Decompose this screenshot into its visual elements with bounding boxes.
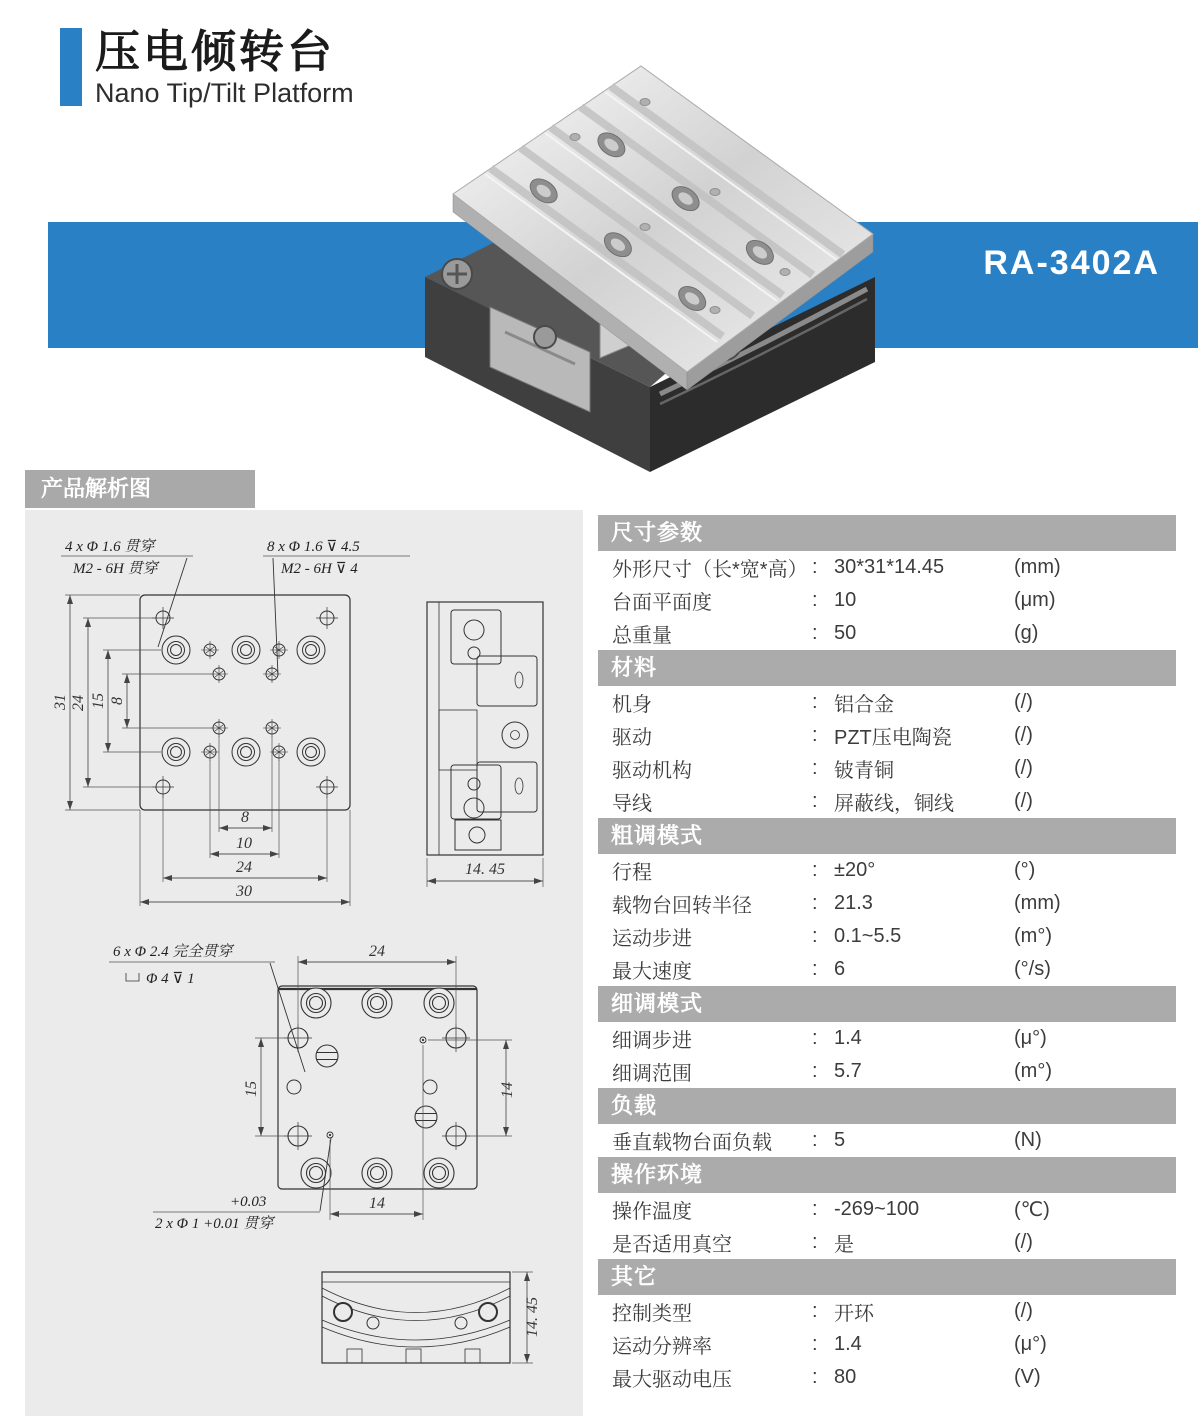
spec-unit: (/): [1014, 691, 1033, 713]
spec-value: 10: [834, 589, 857, 611]
spec-row: [598, 1193, 1176, 1226]
dim-8-bottom: 8: [241, 809, 249, 826]
spec-label: 垂直载物台面负载: [612, 1132, 772, 1154]
spec-colon: :: [812, 1366, 818, 1388]
dim-31: 31: [52, 694, 69, 710]
hole-note-top-line2: Φ 4 ⊽ 1: [146, 971, 195, 987]
hole-note-left-line1: 4 x Φ 1.6 贯穿: [65, 539, 155, 555]
spec-colon: :: [812, 1129, 818, 1151]
spec-label: 最大速度: [612, 961, 692, 983]
spec-colon: :: [812, 724, 818, 746]
spec-value: ±20°: [834, 859, 876, 881]
spec-unit: (μ°): [1014, 1027, 1047, 1049]
section-label: 产品解析图: [25, 470, 255, 508]
hole-note-left-line2: M2 - 6H 贯穿: [73, 561, 158, 577]
dim-24-left: 24: [70, 695, 87, 711]
accent-bar: [60, 28, 82, 106]
spec-colon: :: [812, 556, 818, 578]
spec-label: 台面平面度: [612, 592, 712, 614]
spec-value: 1.4: [834, 1027, 862, 1049]
spec-unit: (°/s): [1014, 958, 1051, 980]
spec-value: 21.3: [834, 892, 873, 914]
drawing-panel: [25, 510, 583, 1416]
model-number: RA-3402A: [983, 244, 1160, 282]
page-header: [60, 28, 354, 109]
spec-row: [598, 1055, 1176, 1088]
spec-row: [598, 1022, 1176, 1055]
section-header-load: 负载: [598, 1088, 1176, 1124]
section-header-dimensions: 尺寸参数: [598, 515, 1176, 551]
spec-colon: :: [812, 691, 818, 713]
spec-unit: (℃): [1014, 1199, 1050, 1221]
spec-unit: (/): [1014, 790, 1033, 812]
spec-label: 运动分辨率: [612, 1336, 712, 1358]
spec-label: 最大驱动电压: [612, 1369, 732, 1391]
spec-unit: (°): [1014, 859, 1036, 881]
spec-label: 外形尺寸（长*宽*高）: [612, 559, 808, 581]
spec-label: 驱动: [612, 727, 652, 749]
dim-side-width: 14. 45: [465, 861, 505, 878]
spec-label: 控制类型: [612, 1303, 692, 1325]
spec-colon: :: [812, 1231, 818, 1253]
spec-value: 铝合金: [834, 694, 894, 716]
spec-unit: (/): [1014, 724, 1033, 746]
spec-unit: (V): [1014, 1366, 1041, 1388]
dim-24-bottom: 24: [236, 859, 252, 876]
spec-unit: (m°): [1014, 925, 1052, 947]
spec-row: [598, 719, 1176, 752]
spec-colon: :: [812, 1198, 818, 1220]
engineering-drawings: [25, 510, 583, 1416]
spec-unit: (m°): [1014, 1060, 1052, 1082]
section-header-coarse-mode: 粗调模式: [598, 818, 1176, 854]
product-photo: [395, 42, 900, 482]
spec-value: 铍青铜: [834, 760, 894, 782]
spec-row: [598, 920, 1176, 953]
spec-colon: :: [812, 859, 818, 881]
spec-row: [598, 617, 1176, 650]
spec-colon: :: [812, 1333, 818, 1355]
dim-30-bottom: 30: [236, 883, 252, 900]
spec-row: [598, 785, 1176, 818]
spec-row: [598, 1295, 1176, 1328]
spec-value: 6: [834, 958, 846, 980]
spec-row: [598, 686, 1176, 719]
dim-14-right: 14: [499, 1082, 516, 1098]
spec-colon: :: [812, 1300, 818, 1322]
hole-note-right-line2: M2 - 6H ⊽ 4: [281, 561, 358, 577]
section-header-other: 其它: [598, 1259, 1176, 1295]
spec-colon: :: [812, 589, 818, 611]
spec-value: -269~100: [834, 1198, 920, 1220]
spec-unit: (g): [1014, 622, 1039, 644]
spec-colon: :: [812, 790, 818, 812]
dim-8-left: 8: [109, 697, 126, 705]
spec-label: 驱动机构: [612, 760, 692, 782]
spec-value: 0.1~5.5: [834, 925, 902, 947]
spec-row: [598, 752, 1176, 785]
spec-value: 屏蔽线，铜线: [834, 793, 954, 815]
top-view-drawing: [52, 538, 410, 906]
spec-unit: (N): [1014, 1129, 1042, 1151]
spec-row: [598, 854, 1176, 887]
spec-row: [598, 1124, 1176, 1157]
spec-colon: :: [812, 757, 818, 779]
page-subtitle: Nano Tip/Tilt Platform: [95, 78, 354, 109]
spec-unit: (/): [1014, 1300, 1033, 1322]
bottom-view-drawing: [109, 943, 516, 1232]
spec-unit: (mm): [1014, 892, 1061, 914]
elevation-view-drawing: [322, 1272, 541, 1363]
spec-colon: :: [812, 925, 818, 947]
section-header-environment: 操作环境: [598, 1157, 1176, 1193]
spec-label: 导线: [612, 793, 652, 815]
spec-colon: :: [812, 622, 818, 644]
spec-label: 总重量: [612, 625, 672, 647]
dim-height: 14. 45: [524, 1297, 541, 1337]
spec-value: 1.4: [834, 1333, 862, 1355]
spec-colon: :: [812, 892, 818, 914]
spec-value: 是: [834, 1234, 854, 1256]
spec-value: 5.7: [834, 1060, 862, 1082]
spec-value: 5: [834, 1129, 846, 1151]
dim-10-bottom: 10: [236, 835, 252, 852]
spec-unit: (μ°): [1014, 1333, 1047, 1355]
side-view-drawing: [427, 602, 543, 887]
spec-label: 细调范围: [612, 1063, 692, 1085]
spec-label: 运动步进: [612, 928, 692, 950]
spec-row: [598, 584, 1176, 617]
spec-label: 细调步进: [612, 1030, 692, 1052]
spec-label: 是否适用真空: [612, 1234, 732, 1256]
spec-row: [598, 887, 1176, 920]
spec-row: [598, 953, 1176, 986]
spec-value: 80: [834, 1366, 857, 1388]
spec-unit: (/): [1014, 1231, 1033, 1253]
spec-value: 开环: [834, 1303, 874, 1325]
spec-colon: :: [812, 1027, 818, 1049]
hole-note-bottom-line2: 2 x Φ 1 +0.01 贯穿: [155, 1216, 274, 1232]
spec-unit: (/): [1014, 757, 1033, 779]
section-header-fine-mode: 细调模式: [598, 986, 1176, 1022]
page-title: 压电倾转台: [95, 26, 336, 77]
spec-value: 50: [834, 622, 857, 644]
dim-24-top: 24: [369, 943, 385, 960]
spec-row: [598, 551, 1176, 584]
spec-label: 操作温度: [612, 1201, 692, 1223]
section-header-materials: 材料: [598, 650, 1176, 686]
spec-unit: (mm): [1014, 556, 1061, 578]
dim-15-bv: 15: [243, 1081, 260, 1097]
hole-note-bottom-line1: +0.03: [230, 1194, 267, 1210]
spec-colon: :: [812, 1060, 818, 1082]
dim-14-bottom: 14: [369, 1195, 385, 1212]
spec-table: [598, 515, 1176, 1394]
dim-15-left: 15: [90, 693, 107, 709]
spec-label: 载物台回转半径: [612, 895, 752, 917]
spec-unit: (μm): [1014, 589, 1056, 611]
spec-row: [598, 1328, 1176, 1361]
counterbore-icon: [126, 973, 139, 981]
spec-label: 机身: [612, 694, 652, 716]
hole-note-right-line1: 8 x Φ 1.6 ⊽ 4.5: [267, 539, 360, 555]
hole-note-top-line1: 6 x Φ 2.4 完全贯穿: [113, 944, 233, 960]
spec-value: PZT压电陶瓷: [834, 727, 952, 749]
spec-row: [598, 1361, 1176, 1394]
spec-colon: :: [812, 958, 818, 980]
spec-label: 行程: [612, 862, 652, 884]
spec-row: [598, 1226, 1176, 1259]
spec-value: 30*31*14.45: [834, 556, 945, 578]
